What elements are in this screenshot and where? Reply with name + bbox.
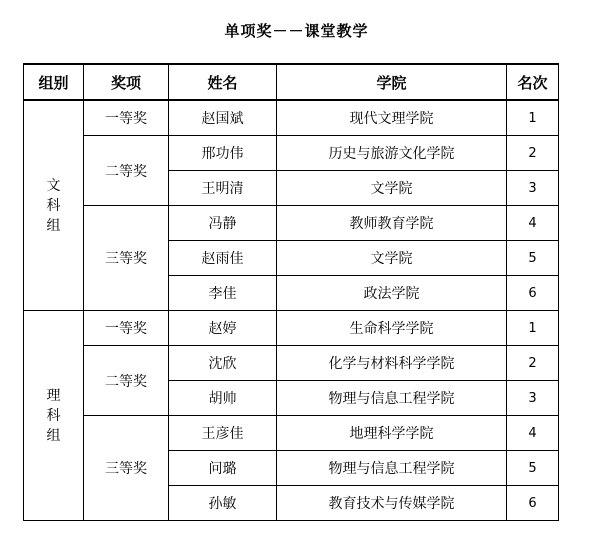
rank-cell: 5 — [507, 451, 559, 486]
winner-name: 赵国斌 — [169, 100, 277, 136]
college-cell: 政法学院 — [277, 276, 507, 311]
rank-cell: 2 — [507, 136, 559, 171]
college-cell: 现代文理学院 — [277, 100, 507, 136]
college-cell: 文学院 — [277, 241, 507, 276]
group-cell — [24, 311, 84, 521]
table-row — [24, 206, 559, 241]
header-group: 组别 — [24, 64, 84, 100]
college-cell: 生命科学学院 — [277, 311, 507, 346]
rank-cell: 6 — [507, 486, 559, 521]
table-row — [24, 311, 559, 346]
rank-cell: 3 — [507, 171, 559, 206]
winner-name: 冯静 — [169, 206, 277, 241]
winner-name: 沈欣 — [169, 346, 277, 381]
winner-name: 赵雨佳 — [169, 241, 277, 276]
award-level-cell: 二等奖 — [84, 136, 169, 206]
winner-name: 李佳 — [169, 276, 277, 311]
header-rank: 名次 — [507, 64, 559, 100]
award-level-cell: 三等奖 — [84, 416, 169, 521]
award-level-cell: 一等奖 — [84, 100, 169, 136]
award-level-cell: 三等奖 — [84, 206, 169, 311]
award-level-cell: 一等奖 — [84, 311, 169, 346]
rank-cell: 4 — [507, 206, 559, 241]
group-label: 文科组 — [46, 177, 61, 234]
college-cell: 化学与材料科学学院 — [277, 346, 507, 381]
rank-cell: 1 — [507, 100, 559, 136]
rank-cell: 4 — [507, 416, 559, 451]
winner-name: 问璐 — [169, 451, 277, 486]
winner-name: 胡帅 — [169, 381, 277, 416]
award-level-cell: 二等奖 — [84, 346, 169, 416]
group-cell — [24, 100, 84, 311]
page-title: 单项奖－－课堂教学 — [224, 22, 369, 40]
college-cell: 历史与旅游文化学院 — [277, 136, 507, 171]
table-row — [24, 100, 559, 136]
rank-cell: 2 — [507, 346, 559, 381]
group-label: 理科组 — [46, 387, 61, 444]
table-row — [24, 136, 559, 171]
header-college: 学院 — [277, 64, 507, 100]
college-cell: 物理与信息工程学院 — [277, 451, 507, 486]
rank-cell: 6 — [507, 276, 559, 311]
winner-name: 孙敏 — [169, 486, 277, 521]
college-cell: 教师教育学院 — [277, 206, 507, 241]
awards-table — [23, 63, 559, 521]
rank-cell: 1 — [507, 311, 559, 346]
college-cell: 文学院 — [277, 171, 507, 206]
rank-cell: 3 — [507, 381, 559, 416]
winner-name: 王明清 — [169, 171, 277, 206]
winner-name: 赵婷 — [169, 311, 277, 346]
college-cell: 地理科学学院 — [277, 416, 507, 451]
rank-cell: 5 — [507, 241, 559, 276]
table-header-row — [24, 64, 559, 100]
table-row — [24, 346, 559, 381]
college-cell: 教育技术与传媒学院 — [277, 486, 507, 521]
college-cell: 物理与信息工程学院 — [277, 381, 507, 416]
winner-name: 王彦佳 — [169, 416, 277, 451]
winner-name: 邢功伟 — [169, 136, 277, 171]
header-name: 姓名 — [169, 64, 277, 100]
header-award: 奖项 — [84, 64, 169, 100]
table-row — [24, 416, 559, 451]
